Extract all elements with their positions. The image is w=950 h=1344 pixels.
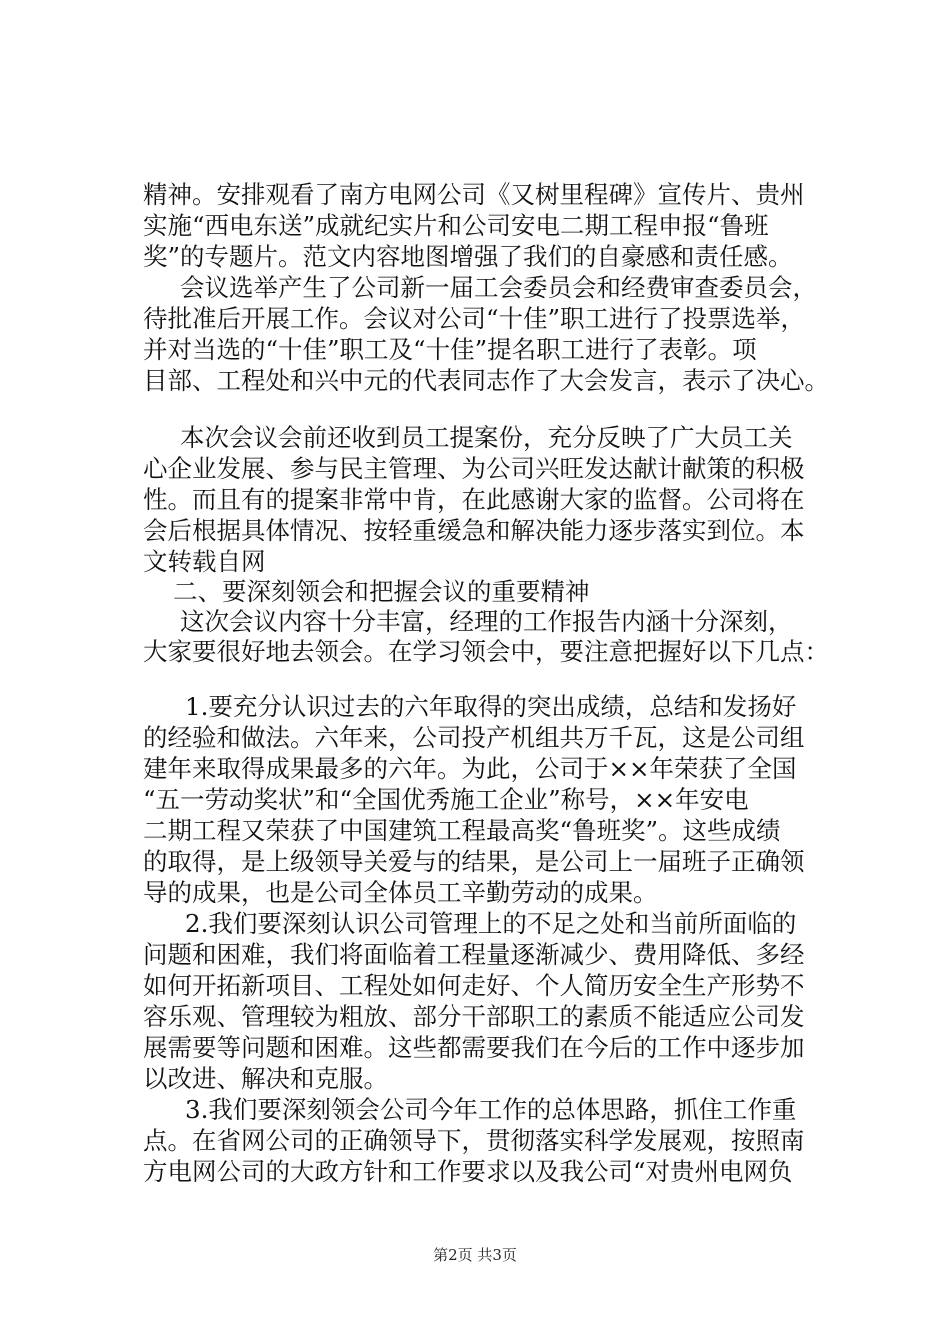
text-line: 本次会议会前还收到员工提案份，充分反映了广大员工关 (180, 423, 793, 452)
text-line: 心企业发展、参与民主管理、为公司兴旺发达献计献策的积极 (143, 454, 805, 483)
text-line: 1.要充分认识过去的六年取得的突出成绩，总结和发扬好 (185, 692, 797, 721)
text-line: 会后根据具体情况、按轻重缓急和解决能力逐步落实到位。本 (143, 516, 805, 545)
text-line: 展需要等问题和困难。这些都需要我们在今后的工作中逐步加 (143, 1033, 805, 1062)
text-line: 奖”的专题片。范文内容地图增强了我们的自豪感和责任感。 (143, 242, 793, 271)
text-line: 实施“西电东送”成就纪实片和公司安电二期工程申报“鲁班 (143, 211, 769, 240)
text-line: 的经验和做法。六年来，公司投产机组共万千瓦，这是公司组 (143, 723, 805, 752)
text-line: 精神。安排观看了南方电网公司《又树里程碑》宣传片、贵州 (143, 180, 805, 209)
text-line: 如何开拓新项目、工程处如何走好、个人简历安全生产形势不 (143, 971, 805, 1000)
text-line: 导的成果，也是公司全体员工辛勤劳动的成果。 (143, 878, 658, 907)
text-line: 2.我们要深刻认识公司管理上的不足之处和当前所面临的 (185, 909, 797, 938)
text-line: 文转载自网 (143, 547, 266, 576)
text-line: 的取得，是上级领导关爱与的结果，是公司上一届班子正确领 (143, 847, 805, 876)
section-heading: 二、要深刻领会和把握会议的重要精神 (173, 577, 590, 606)
text-line: 3.我们要深刻领会公司今年工作的总体思路，抓住工作重 (185, 1095, 797, 1124)
text-line: 目部、工程处和兴中元的代表同志作了大会发言，表示了决心。 (143, 366, 829, 395)
text-line: “五一劳动奖状”和“全国优秀施工企业”称号，××年安电 (143, 785, 749, 814)
text-line: 待批准后开展工作。会议对公司“十佳”职工进行了投票选举， (143, 304, 806, 333)
text-line: 以改进、解决和克服。 (143, 1064, 388, 1093)
text-line: 二期工程又荣获了中国建筑工程最高奖“鲁班奖”。这些成绩 (143, 816, 781, 845)
text-line: 这次会议内容十分丰富，经理的工作报告内涵十分深刻， (180, 607, 793, 636)
text-line: 并对当选的“十佳”职工及“十佳”提名职工进行了表彰。项 (143, 335, 757, 364)
text-line: 会议选举产生了公司新一届工会委员会和经费审查委员会， (180, 273, 817, 302)
text-line: 建年来取得成果最多的六年。为此，公司于××年荣获了全国 (143, 754, 797, 783)
text-line: 方电网公司的大政方针和工作要求以及我公司“对贵州电网负 (143, 1157, 793, 1186)
text-line: 容乐观、管理较为粗放、部分干部职工的素质不能适应公司发 (143, 1002, 805, 1031)
text-line: 性。而且有的提案非常中肯，在此感谢大家的监督。公司将在 (143, 485, 805, 514)
text-line: 点。在省网公司的正确领导下，贯彻落实科学发展观，按照南 (143, 1126, 805, 1155)
text-line: 问题和困难，我们将面临着工程量逐渐减少、费用降低、多经 (143, 940, 805, 969)
text-line: 大家要很好地去领会。在学习领会中，要注意把握好以下几点： (143, 637, 829, 666)
page-number-footer: 第2页 共3页 (433, 1246, 517, 1264)
